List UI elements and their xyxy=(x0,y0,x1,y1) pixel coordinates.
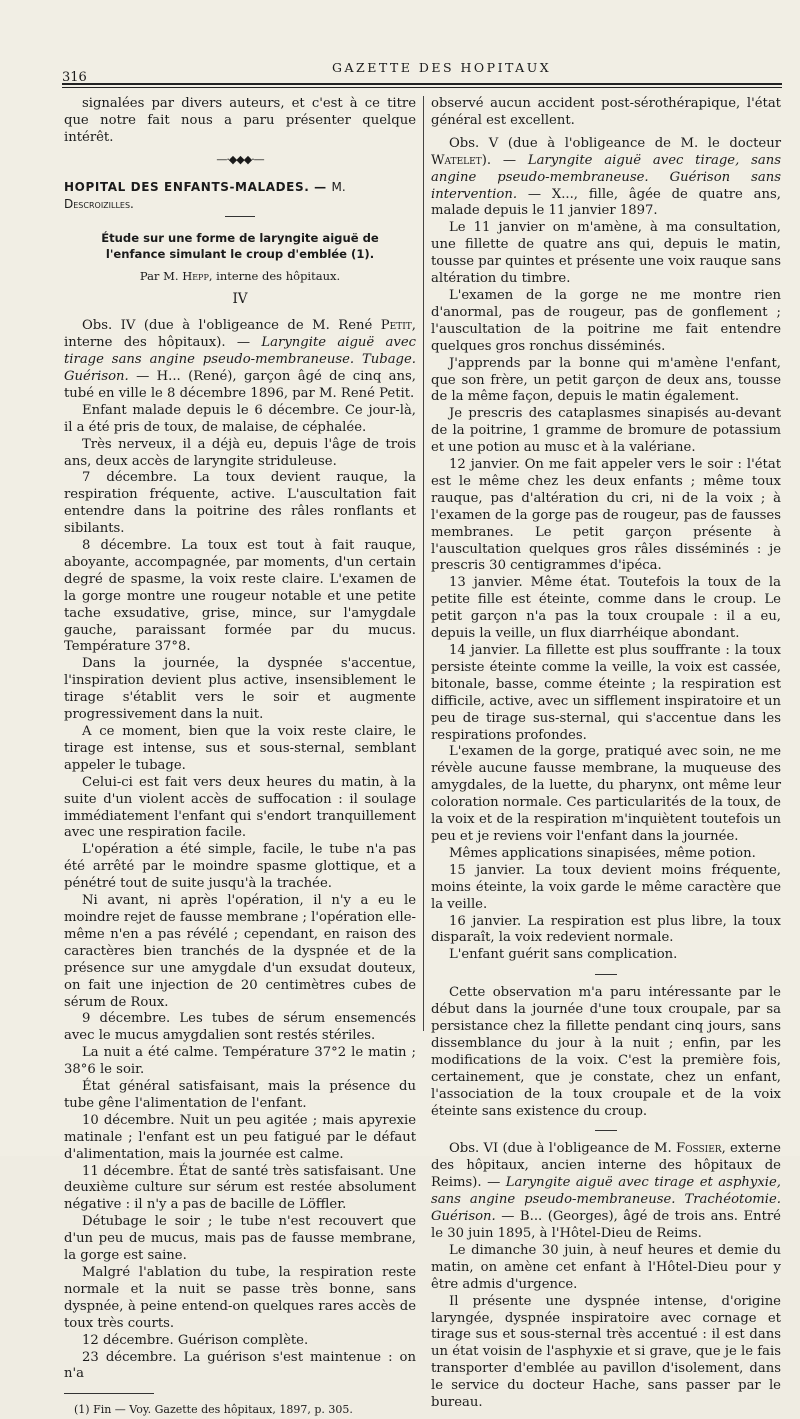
right-paragraph: L'examen de la gorge, pratiqué avec soin, ne me révèle aucune fausse membrane, la muqueuse des amygdales, de la luette, du pharynx, ont même leur coloration normale. Ces particularités de la toux, de la voix et de la respiration m'inquiètent toutefois un peu et je reviens voir l'enfant dans la journée. xyxy=(431,744,781,844)
page-number: 316 xyxy=(62,70,87,85)
obs6-heading xyxy=(431,1141,781,1242)
column-divider xyxy=(423,96,424,1031)
obs6-lead: Obs. VI (due à l'obligeance de M. xyxy=(449,1141,672,1157)
obs5-italic: Laryngite aiguë avec tirage, sans angine pseudo-membraneuse. Guérison sans intervention. xyxy=(431,152,781,202)
byline-suffix: , interne des hôpitaux. xyxy=(208,269,341,284)
obs5-heading xyxy=(431,136,781,221)
byline-prefix: Par M. xyxy=(139,269,179,284)
obs6-italic: Laryngite aiguë avec tirage et asphyxie, sans angine pseudo-membraneuse. Trachéotomie. Guérison. xyxy=(431,1175,781,1225)
byline xyxy=(64,268,416,285)
left-paragraph: 10 décembre. Nuit un peu agitée ; mais apyrexie matinale ; l'enfant est un peu fatigué par le défaut d'alimentation, mais la journée est calme. xyxy=(64,1112,416,1162)
left-paragraph: 8 décembre. La toux est tout à fait rauque, aboyante, accompagnée, par moments, d'un certain degré de spasme, la voix reste claire. L'examen de la gorge montre une rougeur notable et une petite tache exsudative, grise, mince, sur l'amygdale gauche, paraissant formée par du mucus. Température 37°8. xyxy=(64,538,416,655)
right-paragraph: 13 janvier. Même état. Toutefois la toux de la petite fille est éteinte, comme dans le croup. Le petit garçon n'a pas la toux croupale : il a eu, depuis la veille, un flux diarrhéique abondant. xyxy=(431,575,781,642)
obs4-italic: Laryngite aiguë avec tirage sans angine pseudo-membraneuse. Tubage. Guérison. xyxy=(64,335,417,384)
left-paragraph: Ni avant, ni après l'opération, il n'y a eu le moindre rejet de fausse membrane ; l'opération elle-même n'en a pas révélé ; cependant, en raison des caractères bien tranchés de la dyspnée et de la présence sur une amygdale d'un exsudat douteux, on fait une injection de 20 centimètres cubes de sérum de Roux. xyxy=(64,893,416,1010)
obs5-rest: — X..., fille, âgée de quatre ans, malade depuis le 11 janvier 1897. xyxy=(431,186,781,219)
left-paragraph: 12 décembre. Guérison complète. xyxy=(82,1332,309,1348)
header-rule-thick xyxy=(62,83,782,85)
footnote: (1) Fin — Voy. Gazette des hôpitaux, 1897, p. 305. xyxy=(74,1403,353,1417)
header-rule-thin xyxy=(62,87,782,88)
obs4-name: Petit xyxy=(380,318,412,334)
section-rule xyxy=(595,1130,617,1131)
section-number: IV xyxy=(232,291,248,308)
right-paragraph: Le dimanche 30 juin, à neuf heures et demie du matin, on amène cet enfant à l'Hôtel-Dieu pour y être admis d'urgence. xyxy=(431,1242,781,1292)
obs4-lead: Obs. IV (due à l'obligeance de M. René xyxy=(82,318,373,334)
heading-rule xyxy=(225,216,255,217)
left-column xyxy=(64,96,416,1419)
obs4-mid: , interne des hôpitaux). — xyxy=(64,318,416,351)
left-paragraph: 9 décembre. Les tubes de sérum ensemencés avec le mucus amygdalien sont restés stériles. xyxy=(64,1011,416,1044)
commentary-paragraph: Cette observation m'a paru intéressante par le début dans la journée d'une toux croupale, par sa persistance chez la fillette pendant cinq jours, sans dissemblance du jour à la nuit ; enfin, par les modifications de la voix. C'est la première fois, certainement, que je constate, chez un enfant, l'association de la toux croupale et de la voix éteinte sans existence du croup. xyxy=(431,985,781,1119)
obs5-lead: Obs. V (due à l'obligeance de M. le docteur xyxy=(449,135,781,151)
left-paragraph: Détubage le soir ; le tube n'est recouvert que d'un peu de mucus, mais pas de fausse membrane, la gorge est saine. xyxy=(64,1214,416,1264)
byline-author: Hepp xyxy=(182,269,209,284)
right-paragraph: 14 janvier. La fillette est plus souffrante : la toux persiste éteinte comme la veille, la voix est cassée, bitonale, basse, comme éteinte ; la respiration est difficile, active, avec un sifflement inspiratoire et un peu de tirage sus-sternal, qui s'accentue dans les respirations profondes. xyxy=(431,643,781,743)
ornament-divider: —·◆◆◆·— xyxy=(216,152,264,166)
footnote-rule xyxy=(64,1393,154,1394)
intro-paragraph: signalées par divers auteurs, et c'est à ce titre que notre fait nous a paru présenter quelque intérêt. xyxy=(64,96,416,145)
obs5-name: Watelet xyxy=(431,152,482,168)
article-title: Étude sur une forme de laryngite aiguë de l'enfance simulant le croup d'emblée (1). xyxy=(101,231,379,261)
right-paragraph: observé aucun accident post-sérothérapique, l'état général est excellent. xyxy=(431,96,781,128)
right-paragraph: Il présente une dyspnée intense, d'origine laryngée, dyspnée inspiratoire avec cornage et tirage sus et sous-sternal très accentué : il est dans un état voisin de l'asphyxie et si grave, que je le fais transporter d'emblée au pavillon d'isolement, dans le service du docteur Hache, sans passer par le bureau. xyxy=(431,1293,781,1411)
left-paragraph: Dans la journée, la dyspnée s'accentue, l'inspiration devient plus active, insensiblement le tirage s'établit vers le soir et augmente progressivement dans la nuit. xyxy=(64,656,416,723)
right-paragraph: L'enfant guérit sans complication. xyxy=(449,947,678,963)
left-paragraph: 23 décembre. La guérison s'est maintenue : on n'a xyxy=(64,1349,416,1382)
obs4-rest: — H... (René), garçon âgé de cinq ans, tubé en ville le 8 décembre 1896, par M. René Petit. xyxy=(64,368,416,401)
left-paragraph: Enfant malade depuis le 6 décembre. Ce jour-là, il a été pris de toux, de malaise, de céphalée. xyxy=(64,402,416,435)
obs4-heading xyxy=(64,318,416,403)
right-paragraph: Le 11 janvier on m'amène, à ma consultation, une fillette de quatre ans qui, depuis le matin, tousse par quintes et présente une voix rauque sans altération du timbre. xyxy=(431,220,781,287)
hospital-author: M. Descroizilles. xyxy=(64,179,346,211)
left-paragraph: État général satisfaisant, mais la présence du tube gêne l'alimentation de l'enfant. xyxy=(64,1079,416,1111)
left-paragraph: Très nerveux, il a déjà eu, depuis l'âge de trois ans, deux accès de laryngite striduleuse. xyxy=(64,436,416,469)
obs6-mid: , externe des hôpitaux, ancien interne des hôpitaux de Reims). — xyxy=(431,1141,781,1191)
right-paragraph: L'examen de la gorge ne me montre rien d'anormal, pas de rougeur, pas de gonflement ; l'auscultation de la poitrine me fait entendre quelques gros ronchus disséminés. xyxy=(431,287,781,354)
right-column xyxy=(431,96,781,1412)
left-paragraph: Celui-ci est fait vers deux heures du matin, à la suite d'un violent accès de suffocation : il soulage immédiatement l'enfant qui s'endort tranquillement avec une respiration facile. xyxy=(64,774,416,841)
left-paragraph: 7 décembre. La toux devient rauque, la respiration fréquente, active. L'auscultation fait entendre dans la poitrine des râles ronflants et sibilants. xyxy=(64,470,416,537)
left-paragraph: 11 décembre. État de santé très satisfaisant. Une deuxième culture sur sérum est restée absolument négative : il n'y a pas de bacille de Löffler. xyxy=(64,1163,416,1213)
hospital-name: HOPITAL DES ENFANTS-MALADES. — xyxy=(64,179,327,194)
right-paragraph: Mêmes applications sinapisées, même potion. xyxy=(449,845,756,861)
obs6-rest: — B... (Georges), âgé de trois ans. Entré le 30 juin 1895, à l'Hôtel-Dieu de Reims. xyxy=(431,1209,781,1241)
journal-title: GAZETTE DES HOPITAUX xyxy=(332,60,552,75)
right-paragraph: J'apprends par la bonne qui m'amène l'enfant, que son frère, un petit garçon de deux ans, tousse de la même façon, depuis le matin également. xyxy=(431,355,781,405)
left-paragraph: La nuit a été calme. Température 37°2 le matin ; 38°6 le soir. xyxy=(64,1045,416,1078)
hospital-heading xyxy=(64,179,416,213)
page-header xyxy=(62,60,782,85)
right-paragraph: 16 janvier. La respiration est plus libre, la toux disparaît, la voix redevient normale. xyxy=(431,913,781,946)
right-paragraph: 12 janvier. On me fait appeler vers le soir : l'état est le même chez les deux enfants ; même toux rauque, pas d'altération du cri, ni de la voix ; à l'examen de la gorge pas de rougeur, pas de fausses membranes. Le petit garçon présente à l'auscultation quelques gros râles disséminés : je prescris 30 centigrammes d'ipéca. xyxy=(431,457,781,574)
obs6-name: Fossier xyxy=(675,1141,722,1157)
left-paragraph: A ce moment, bien que la voix reste claire, le tirage est intense, sus et sous-sternal, semblant appeler le tubage. xyxy=(64,724,416,773)
obs5-mid: ). — xyxy=(481,152,517,168)
section-rule xyxy=(595,974,617,975)
left-paragraph: L'opération a été simple, facile, le tube n'a pas été arrêté par le moindre spasme glottique, et a pénétré tout de suite jusqu'à la trachée. xyxy=(64,842,416,892)
left-paragraph: Malgré l'ablation du tube, la respiration reste normale et la nuit se passe très bonne, sans dyspnée, à peine entend-on quelques rares accès de toux très courts. xyxy=(64,1265,416,1331)
right-paragraph: Je prescris des cataplasmes sinapisés au-devant de la poitrine, 1 gramme de bromure de potassium et une potion au musc et à la valériane. xyxy=(431,406,781,456)
right-paragraph: 15 janvier. La toux devient moins fréquente, moins éteinte, la voix garde le même caractère que la veille. xyxy=(431,862,781,912)
